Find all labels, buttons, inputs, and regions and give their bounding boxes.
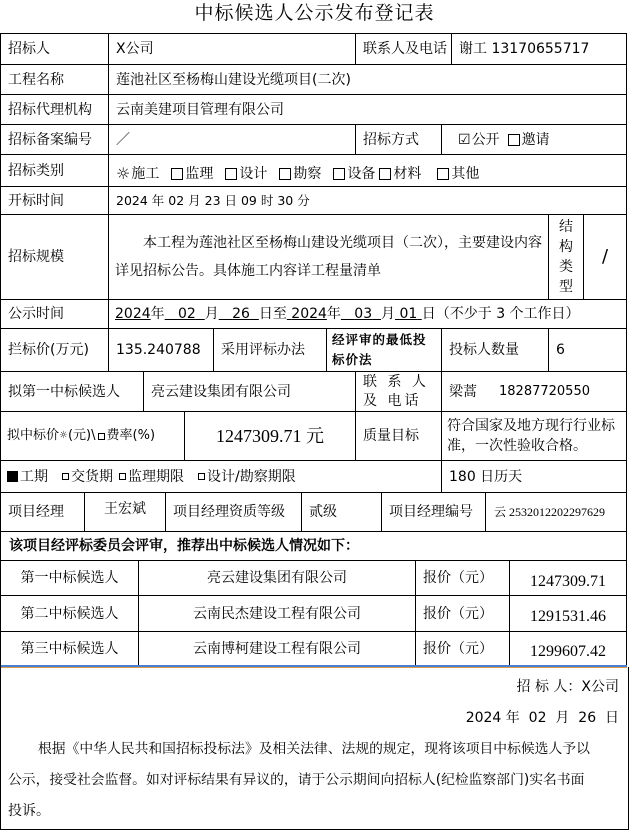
candidate-price-label: 报价（元） — [415, 595, 510, 632]
eval-method-value: 经评审的最低投标价法 — [326, 328, 442, 372]
manager-label: 项目经理 — [0, 492, 85, 532]
to-text: 至 — [272, 306, 287, 322]
candidate-rank: 第一中标候选人 — [0, 560, 139, 596]
start-day: 26 — [232, 306, 250, 322]
period-value: 180 日历天 — [441, 460, 627, 493]
bid-price-value: 1247309.71 元 — [184, 411, 356, 461]
candidate-price: 1299607.42 — [509, 631, 627, 667]
opening-time-value: 2024 年 02 月 23 日 09 时 30 分 — [108, 186, 627, 215]
scale-value: 本工程为莲池社区至杨梅山建设光缆项目（二次），主要建设内容详见招标公告。具体施工内容详工程量清单 — [108, 214, 549, 300]
quality-value: 符合国家及地方现行行业标准，一次性验收合格。 — [441, 411, 627, 461]
agency-value: 云南美建项目管理有限公司 — [108, 94, 627, 125]
footer-signer: 招 标 人：X公司 — [516, 679, 619, 695]
footer-notice-line3: 投诉。 — [8, 803, 50, 819]
checkbox-material-icon[interactable] — [379, 168, 391, 180]
first-candidate-contact-label: 联 系 人 及 电话 — [355, 371, 442, 412]
ceiling-price-label: 拦标价(万元) — [0, 328, 109, 372]
eval-method-label: 采用评标办法 — [213, 328, 327, 372]
checkbox-duration-checked-icon[interactable] — [7, 471, 18, 482]
structure-type-label — [548, 214, 584, 300]
candidate-price: 1291531.46 — [509, 595, 627, 632]
checkbox-survey-icon[interactable] — [279, 168, 291, 180]
manager-no-value: 云 2532012202297629 — [485, 492, 627, 532]
quality-label: 质量目标 — [355, 411, 442, 461]
first-candidate-label: 拟第一中标候选人 — [0, 371, 144, 412]
method-label: 招标方式 — [355, 124, 442, 155]
first-candidate-contact-value — [441, 371, 627, 412]
record-no-label: 招标备案编号 — [0, 124, 109, 155]
structure-type-value: / — [583, 214, 627, 300]
checkbox-supervision-period-icon[interactable] — [119, 473, 126, 480]
candidate-rank: 第二中标候选人 — [0, 595, 139, 632]
unit: 年 — [326, 306, 341, 322]
period-design: 设计/勘察期限 — [207, 468, 296, 485]
checkbox-supervision-icon[interactable] — [171, 168, 183, 180]
start-year: 2024 — [115, 306, 151, 322]
project-name-value: 莲池社区至杨梅山建设光缆项目(二次) — [108, 64, 627, 95]
unit-yuan: (元)\ — [67, 428, 96, 443]
opening-time-label: 开标时间 — [0, 186, 109, 215]
sun-checked-icon[interactable]: ☼ — [116, 163, 131, 183]
manager-grade-label: 项目经理资质等级 — [165, 492, 302, 532]
method-options — [441, 124, 627, 155]
scale-label: 招标规模 — [0, 214, 109, 300]
contact-phone: 18287720550 — [499, 383, 590, 399]
structure-char: 型 — [559, 279, 573, 295]
period-supervision: 监理期限 — [128, 468, 184, 485]
bidders-count-value: 6 — [548, 328, 627, 372]
manager-no-label: 项目经理编号 — [381, 492, 486, 532]
structure-char: 构 — [559, 239, 573, 255]
period-duration: 工期 — [20, 468, 48, 485]
category-label: 招标类别 — [0, 154, 109, 187]
category-material: 材料 — [393, 165, 422, 182]
category-survey: 勘察 — [293, 165, 322, 182]
footer-notice-line2: 公示，接受社会监督。如对评标结果有异议的，请于公示期间向招标人(纪检监察部门)实名书面 — [8, 772, 585, 788]
ceiling-price-value: 135.240788 — [108, 328, 214, 372]
period-delivery: 交货期 — [71, 468, 113, 485]
publicity-time-value — [108, 299, 627, 329]
method-open-label: 公开 — [471, 131, 500, 148]
bid-price-label — [0, 411, 185, 461]
first-candidate-value: 亮云建设集团有限公司 — [143, 371, 356, 412]
manager-value: 王宏斌 — [84, 492, 166, 532]
unit: 月 — [204, 306, 219, 322]
document-title: 中标候选人公示发布登记表 — [194, 2, 435, 24]
period-options — [0, 460, 442, 493]
checkbox-open-checked-icon[interactable]: ☑ — [458, 131, 471, 148]
start-month: 02 — [178, 306, 196, 322]
category-design: 设计 — [239, 165, 268, 182]
structure-char: 类 — [559, 259, 573, 275]
contact-name: 梁蒿 — [449, 383, 477, 400]
manager-grade-value: 贰级 — [301, 492, 382, 532]
checkbox-equipment-icon[interactable] — [333, 168, 345, 180]
end-day: 01 — [399, 306, 418, 322]
method-invite-label: 邀请 — [521, 131, 550, 148]
structure-char: 结 — [559, 219, 573, 235]
tenderer-label: 招标人 — [0, 33, 109, 65]
unit: 年 — [150, 306, 165, 322]
checkbox-design-icon[interactable] — [225, 168, 237, 180]
candidate-company: 亮云建设集团有限公司 — [138, 560, 416, 596]
unit: 日 — [258, 306, 273, 322]
end-year: 2024 — [291, 306, 327, 322]
footer-date: 2024 年 02 月 26 日 — [465, 710, 619, 726]
project-name-label: 工程名称 — [0, 64, 109, 95]
agency-label: 招标代理机构 — [0, 94, 109, 125]
contact-label: 联系人及电话 — [355, 33, 452, 65]
category-other: 其他 — [451, 165, 480, 182]
candidate-price-label: 报价（元） — [415, 560, 510, 596]
bidders-count-label: 投标人数量 — [441, 328, 549, 372]
unit: 月 — [381, 306, 396, 322]
sun-small-icon: ☼ — [59, 430, 68, 441]
checkbox-delivery-icon[interactable] — [62, 473, 69, 480]
candidates-heading: 该项目经评标委员会评审，推荐出中标候选人情况如下： — [0, 531, 627, 561]
candidate-price-label: 报价（元） — [415, 631, 510, 667]
contact-value: 谢工 13170655717 — [451, 33, 627, 65]
candidate-price: 1247309.71 — [509, 560, 627, 596]
category-equipment: 设备 — [347, 165, 376, 182]
end-month: 03 — [354, 306, 373, 322]
record-no-value: ／ — [108, 124, 356, 155]
checkbox-design-period-icon[interactable] — [198, 473, 205, 480]
candidate-company: 云南民杰建设工程有限公司 — [138, 595, 416, 632]
candidate-rank: 第三中标候选人 — [0, 631, 139, 667]
bid-price-label-text: 拟中标价 — [7, 428, 60, 443]
publicity-time-label: 公示时间 — [0, 299, 109, 329]
rate-label: 费率(%) — [106, 428, 156, 443]
publicity-note: （不少于 3 个工作日） — [435, 306, 580, 322]
checkbox-invite-icon[interactable] — [508, 134, 520, 146]
category-construction: 施工 — [131, 165, 160, 182]
tenderer-value: X公司 — [108, 33, 356, 65]
footer-notice-line1: 根据《中华人民共和国招标投标法》及相关法律、法规的规定，现将该项目中标候选人予以 — [38, 741, 590, 757]
category-options — [108, 154, 627, 187]
unit: 日 — [421, 306, 436, 322]
category-supervision: 监理 — [185, 165, 214, 182]
checkbox-other-icon[interactable] — [437, 168, 449, 180]
candidate-company: 云南博柯建设工程有限公司 — [138, 631, 416, 667]
checkbox-rate-icon[interactable] — [98, 433, 105, 440]
